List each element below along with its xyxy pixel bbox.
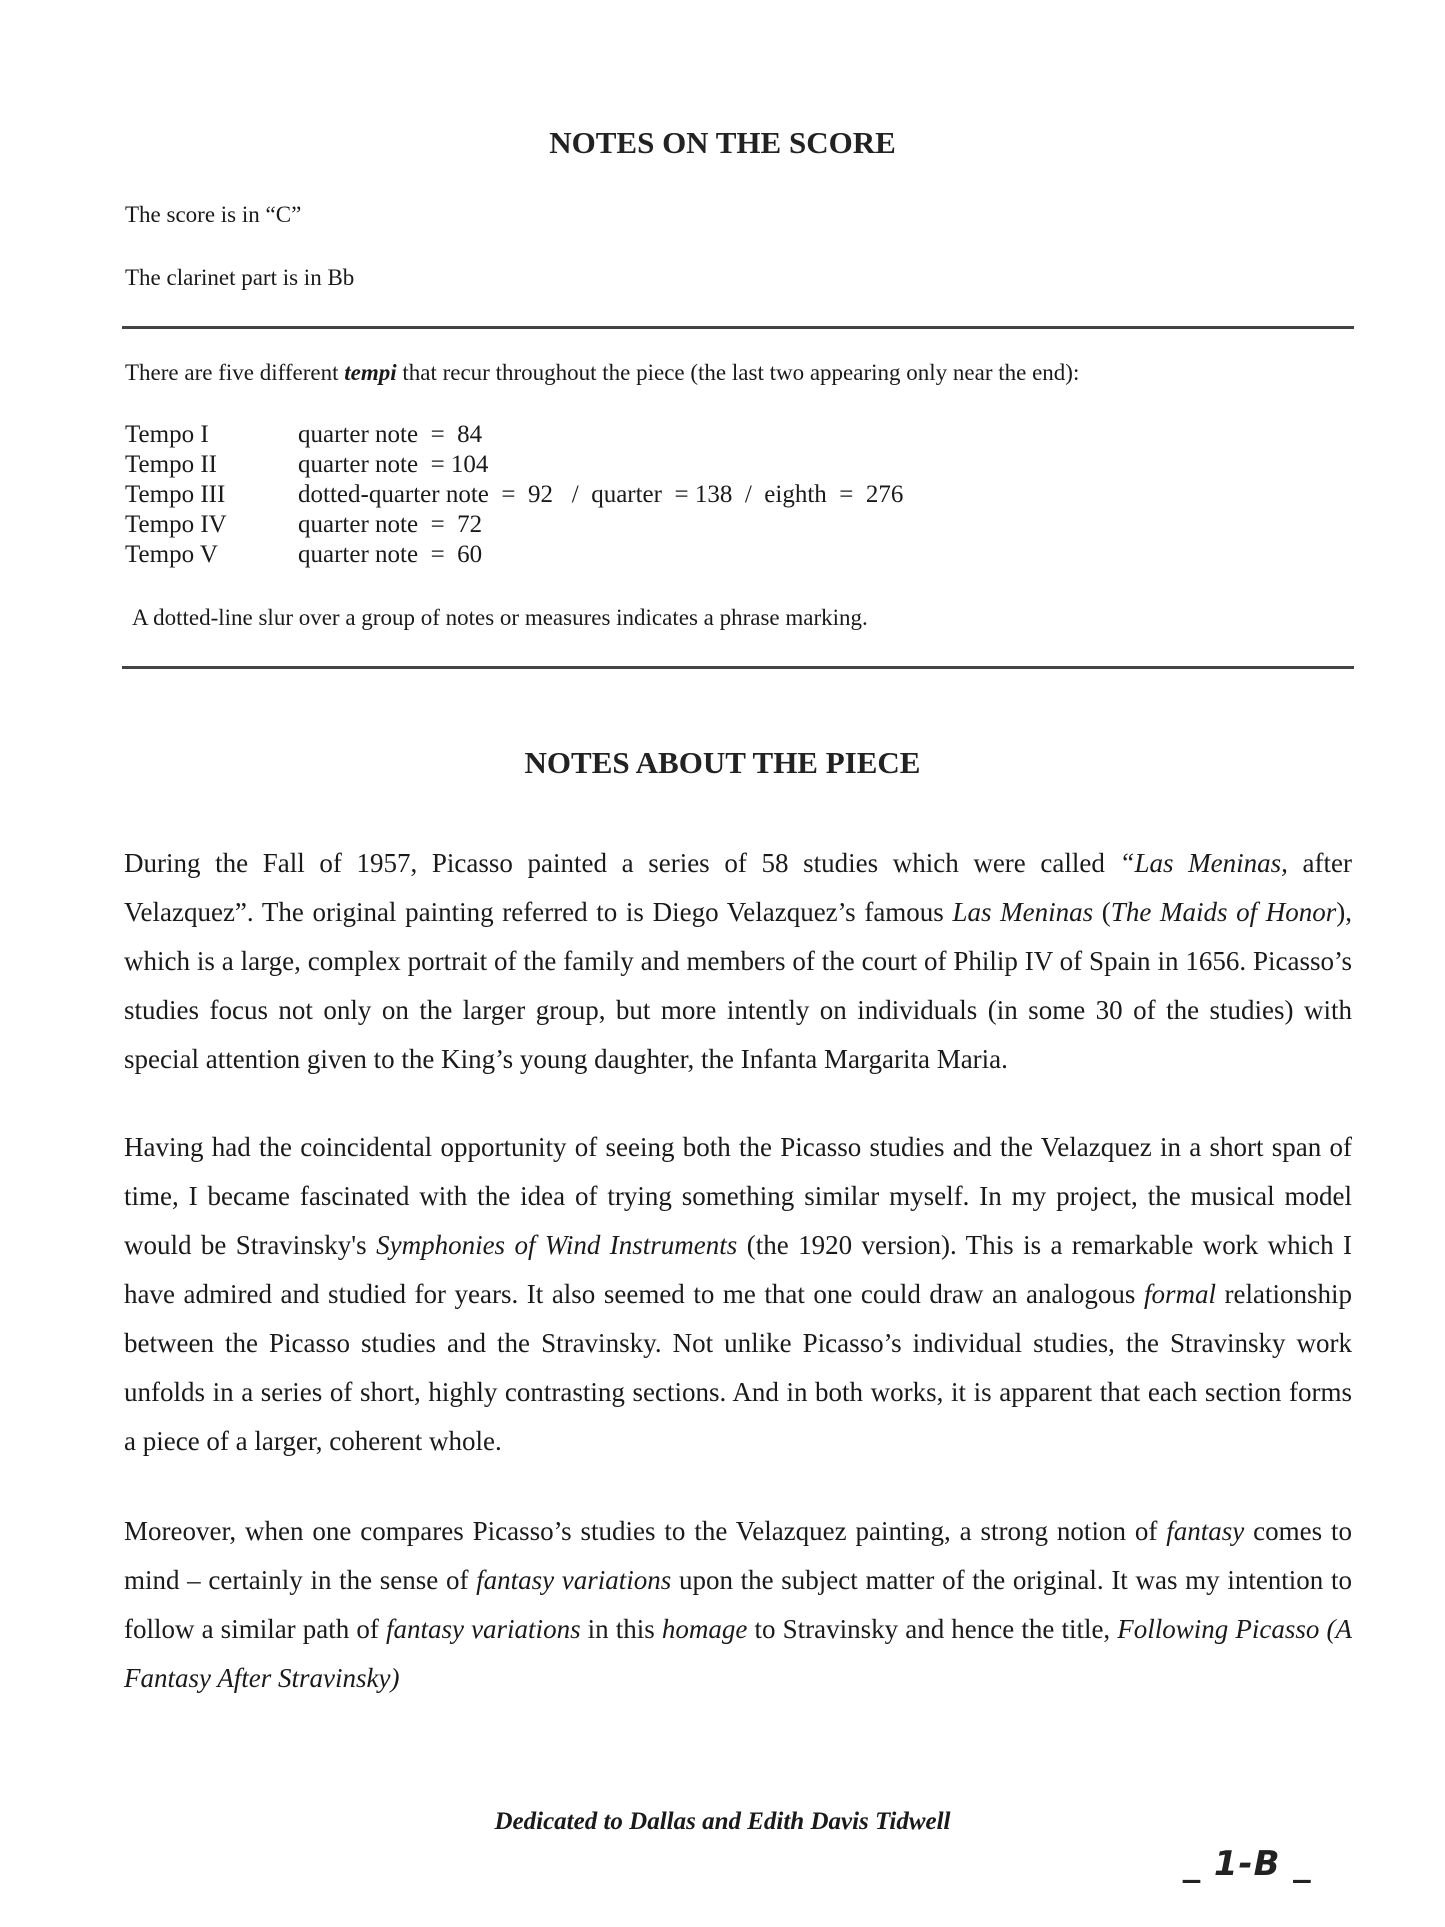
p3-italic-5: Following Picasso (A Fantasy After Stravinsky) xyxy=(124,1614,1352,1693)
p3-text-3: upon the subject matter of the original. It was my intention to follow a similar path of xyxy=(124,1565,1352,1644)
paragraph-fantasy xyxy=(124,1507,1352,1703)
tempo-value: quarter note = 60 xyxy=(298,541,483,568)
tempi-intro xyxy=(125,360,1079,386)
clarinet-key-line: The clarinet part is in Bb xyxy=(125,265,355,290)
p2-text-3: relationship between the Picasso studies and the Stravinsky. Not unlike Picasso’s individual studies, the Stravinsky work unfolds in a series of short, highly contrasting sections. And in both works, it is apparent that each section forms a piece of a larger, coherent whole. xyxy=(124,1279,1352,1456)
p2-text-2: (the 1920 version). This is a remarkable work which I have admired and studied for years. It also seemed to me that one could draw an analogous xyxy=(124,1230,1353,1309)
tempo-value: dotted-quarter note = 92 / quarter = 138 / eighth = 276 xyxy=(298,481,904,508)
tempo-name: Tempo II xyxy=(125,451,217,478)
tempo-name: Tempo V xyxy=(125,541,218,568)
tempo-value: quarter note = 84 xyxy=(298,421,483,448)
p3-italic-1: fantasy xyxy=(1166,1516,1245,1546)
section-divider-top xyxy=(122,326,1354,329)
p1-italic-3: The Maids of Honor xyxy=(1110,897,1337,927)
tempo-value: quarter note = 72 xyxy=(298,511,483,538)
p1-italic-1: “Las Meninas, xyxy=(1119,848,1288,878)
p3-italic-2: fantasy variations xyxy=(476,1565,672,1595)
score-notes-heading: NOTES ON THE SCORE xyxy=(549,125,896,160)
tempo-name: Tempo IV xyxy=(125,511,227,538)
p3-italic-4: homage xyxy=(661,1614,748,1644)
tempo-value: quarter note = 104 xyxy=(298,451,489,478)
tempi-intro-after: that recur throughout the piece (the last two appearing only near the end): xyxy=(396,360,1080,385)
p3-text-4: in this xyxy=(580,1614,662,1644)
p1-text-2: after Velazquez”. The original painting referred to is Diego Velazquez’s famous xyxy=(124,848,1352,927)
tempi-intro-word: tempi xyxy=(344,360,397,385)
tempo-row xyxy=(125,480,903,510)
page-number: _ 1-B _ xyxy=(1183,1844,1312,1884)
tempo-name: Tempo III xyxy=(125,481,226,508)
tempo-row xyxy=(125,510,903,540)
tempo-row xyxy=(125,450,903,480)
paragraph-las-meninas xyxy=(124,839,1352,1084)
p3-text-5: to Stravinsky and hence the title, xyxy=(747,1614,1118,1644)
tempi-intro-before: There are five different xyxy=(125,360,345,385)
tempo-name: Tempo I xyxy=(125,421,209,448)
p3-text-1: Moreover, when one compares Picasso’s studies to the Velazquez painting, a strong notion of xyxy=(124,1516,1167,1546)
p1-text-3: ( xyxy=(1093,897,1111,927)
tempo-row xyxy=(125,540,903,570)
p1-italic-2: Las Meninas xyxy=(952,897,1094,927)
p1-text-1: During the Fall of 1957, Picasso painted a series of 58 studies which were called xyxy=(124,848,1120,878)
tempi-table xyxy=(125,420,903,570)
section-divider-bottom xyxy=(122,666,1354,669)
slur-note: A dotted-line slur over a group of notes or measures indicates a phrase marking. xyxy=(132,605,868,630)
p2-text-1: Having had the coincidental opportunity of seeing both the Picasso studies and the Velazquez in a short span of time, I became fascinated with the idea of trying something similar myself. In my project, the musical model would be Stravinsky's xyxy=(124,1132,1352,1260)
p1-text-4: ), which is a large, complex portrait of the family and members of the court of Philip IV of Spain in 1656. Picasso’s studies focus not only on the larger group, but more intently on individuals (in some 30 of the studies) with special attention given to the King’s young daughter, the Infanta Margarita Maria. xyxy=(124,897,1353,1074)
score-key-line: The score is in “C” xyxy=(125,202,302,227)
paragraph-stravinsky-model xyxy=(124,1123,1352,1466)
p2-italic-1: Symphonies of Wind Instruments xyxy=(376,1230,738,1260)
p3-italic-3: fantasy variations xyxy=(385,1614,581,1644)
p2-italic-2: formal xyxy=(1143,1279,1216,1309)
dedication: Dedicated to Dallas and Edith Davis Tidwell xyxy=(494,1808,951,1835)
piece-notes-heading: NOTES ABOUT THE PIECE xyxy=(524,745,921,780)
tempo-row xyxy=(125,420,903,450)
p3-text-2: comes to mind – certainly in the sense of xyxy=(124,1516,1353,1595)
